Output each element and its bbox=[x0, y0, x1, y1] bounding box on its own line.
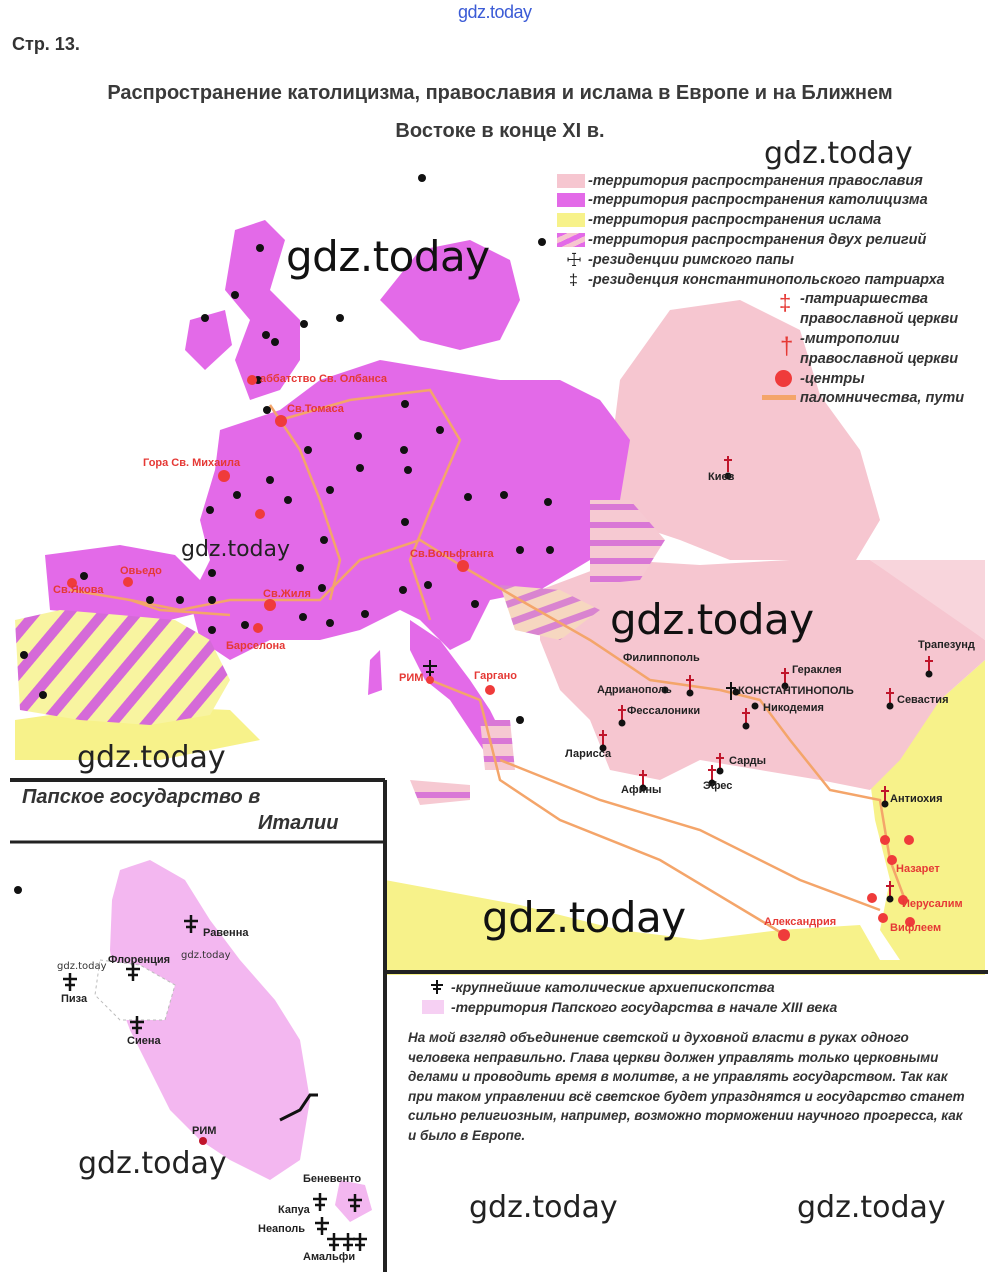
watermark: gdz.today bbox=[77, 740, 226, 775]
patriarchate-cross-icon: ‡ bbox=[779, 290, 792, 315]
city-label: Александрия bbox=[764, 916, 837, 928]
watermark: gdz.today bbox=[469, 1190, 618, 1225]
watermark: gdz.today bbox=[797, 1190, 946, 1225]
city-label: Антиохия bbox=[890, 793, 943, 805]
city-label: Гераклея bbox=[792, 664, 842, 676]
answer-note: На мой взгляд объединение светской и духовной власти в руках одного человека неправильно. Глава церкви должен управлять только церковными делами и проводить время в молитве, а не управлять государством. Так как при таком управлении всё светское будет упразднятся и государство станет сильно религиозным, например, возможно торможении научного прогресса, как и было в Европе. bbox=[408, 1030, 965, 1143]
legend-swatch-islam bbox=[557, 213, 585, 227]
city-label: Вифлеем bbox=[890, 922, 942, 934]
inset-city-label: Равенна bbox=[203, 927, 249, 939]
inset-city-label: РИМ bbox=[192, 1125, 217, 1137]
legend-pilgrim-2: паломничества, пути bbox=[800, 390, 965, 406]
city-label: Сарды bbox=[729, 755, 767, 767]
city-label: Назарет bbox=[896, 863, 940, 875]
watermark: gdz.today bbox=[610, 595, 814, 644]
watermark: gdz.today bbox=[286, 232, 490, 281]
inset-title-line-2: Италии bbox=[258, 812, 339, 834]
legend-swatch-catholic bbox=[557, 193, 585, 207]
city-label: РИМ bbox=[399, 672, 424, 684]
legend-catholic: -территория распространения католицизма bbox=[588, 192, 928, 208]
inset-city-label: Сиена bbox=[127, 1035, 161, 1047]
city-label: КОНСТАНТИНОПОЛЬ bbox=[738, 685, 854, 697]
inset-legend-archbishoprics: -крупнейшие католические архиепископства bbox=[451, 979, 775, 995]
watermark: gdz.today bbox=[482, 893, 686, 942]
city-label: Фессалоники bbox=[627, 705, 701, 717]
inset-city-label: Флоренция bbox=[108, 954, 171, 966]
map-title-line-2: Востоке в конце XI в. bbox=[395, 120, 605, 142]
city-label: Овьедо bbox=[120, 565, 162, 577]
pope-cross-icon: ☩ bbox=[566, 250, 583, 270]
legend-two-religions: -территория распространения двух религий bbox=[588, 232, 927, 248]
city-label: аббатство Св. Олбанса bbox=[260, 373, 387, 385]
legend-patriarchates-2: православной церкви bbox=[800, 311, 959, 327]
inset-title-line-1: Папское государство в bbox=[22, 786, 261, 808]
watermark: gdz.today bbox=[57, 961, 107, 972]
watermark: gdz.today bbox=[78, 1146, 227, 1181]
city-label: Св.Вольфганга bbox=[410, 548, 494, 560]
inset-city-label: Беневенто bbox=[303, 1173, 362, 1185]
legend-metropolies-2: православной церкви bbox=[800, 351, 959, 367]
map-title-line-1: Распространение католицизма, православия и ислама в Европе и на Ближнем bbox=[107, 82, 893, 104]
top-watermark: gdz.today bbox=[458, 2, 532, 22]
city-label: Гора Св. Михаила bbox=[143, 457, 241, 469]
city-label: Барселона bbox=[226, 640, 286, 652]
inset-city-label: Пиза bbox=[61, 993, 88, 1005]
patriarch-cross-icon: ‡ bbox=[569, 272, 578, 289]
inset-legend-cross-icon bbox=[431, 980, 443, 994]
pilgrim-center-icon bbox=[775, 370, 792, 387]
inset-legend-papal-state: -территория Папского государства в начале XIII века bbox=[451, 999, 838, 1015]
legend-swatch-orthodox bbox=[557, 174, 585, 188]
legend-swatch-two-religions bbox=[557, 233, 585, 247]
pilgrim-route-icon bbox=[762, 395, 796, 400]
city-label: Адрианополь bbox=[597, 684, 672, 696]
city-label: Св.Якова bbox=[53, 584, 104, 596]
legend-metropolies-1: -митрополии bbox=[800, 331, 900, 347]
city-label: Трапезунд bbox=[918, 639, 975, 651]
city-label: Св.Томаса bbox=[287, 403, 344, 415]
city-label: Севастия bbox=[897, 694, 949, 706]
city-label: Гаргано bbox=[474, 670, 517, 682]
city-label: Эфес bbox=[703, 780, 733, 792]
legend-patriarch-residence: -резиденция константинопольского патриарха bbox=[588, 272, 945, 288]
watermark: gdz.today bbox=[181, 537, 291, 562]
inset-city-label: Амальфи bbox=[303, 1251, 356, 1263]
city-label: Св.Жиля bbox=[263, 588, 311, 600]
legend-pilgrim-1: -центры bbox=[800, 371, 865, 387]
catholic-sardinia bbox=[368, 650, 382, 695]
page-label: Стр. 13. bbox=[12, 34, 80, 54]
legend-islam: -территория распространения ислама bbox=[588, 212, 882, 228]
city-label: Филиппополь bbox=[623, 652, 700, 664]
watermark: gdz.today bbox=[764, 136, 913, 171]
city-label: Киев bbox=[708, 471, 735, 483]
legend-orthodox: -территория распространения православия bbox=[588, 173, 923, 189]
legend-pope-residence: -резиденции римского папы bbox=[588, 252, 795, 268]
two-religions-south-italy bbox=[480, 720, 515, 770]
city-label: Ларисса bbox=[565, 748, 612, 760]
watermark: gdz.today bbox=[181, 950, 231, 961]
inset-city-label: Капуа bbox=[278, 1204, 310, 1216]
city-label: Никодемия bbox=[763, 702, 824, 714]
legend-patriarchates-1: -патриаршества bbox=[800, 291, 929, 307]
city-label: Афины bbox=[621, 784, 662, 796]
metropoly-cross-icon: † bbox=[780, 333, 794, 360]
inset-city-label: Неаполь bbox=[258, 1223, 306, 1235]
city-label: Иерусалим bbox=[902, 898, 963, 910]
